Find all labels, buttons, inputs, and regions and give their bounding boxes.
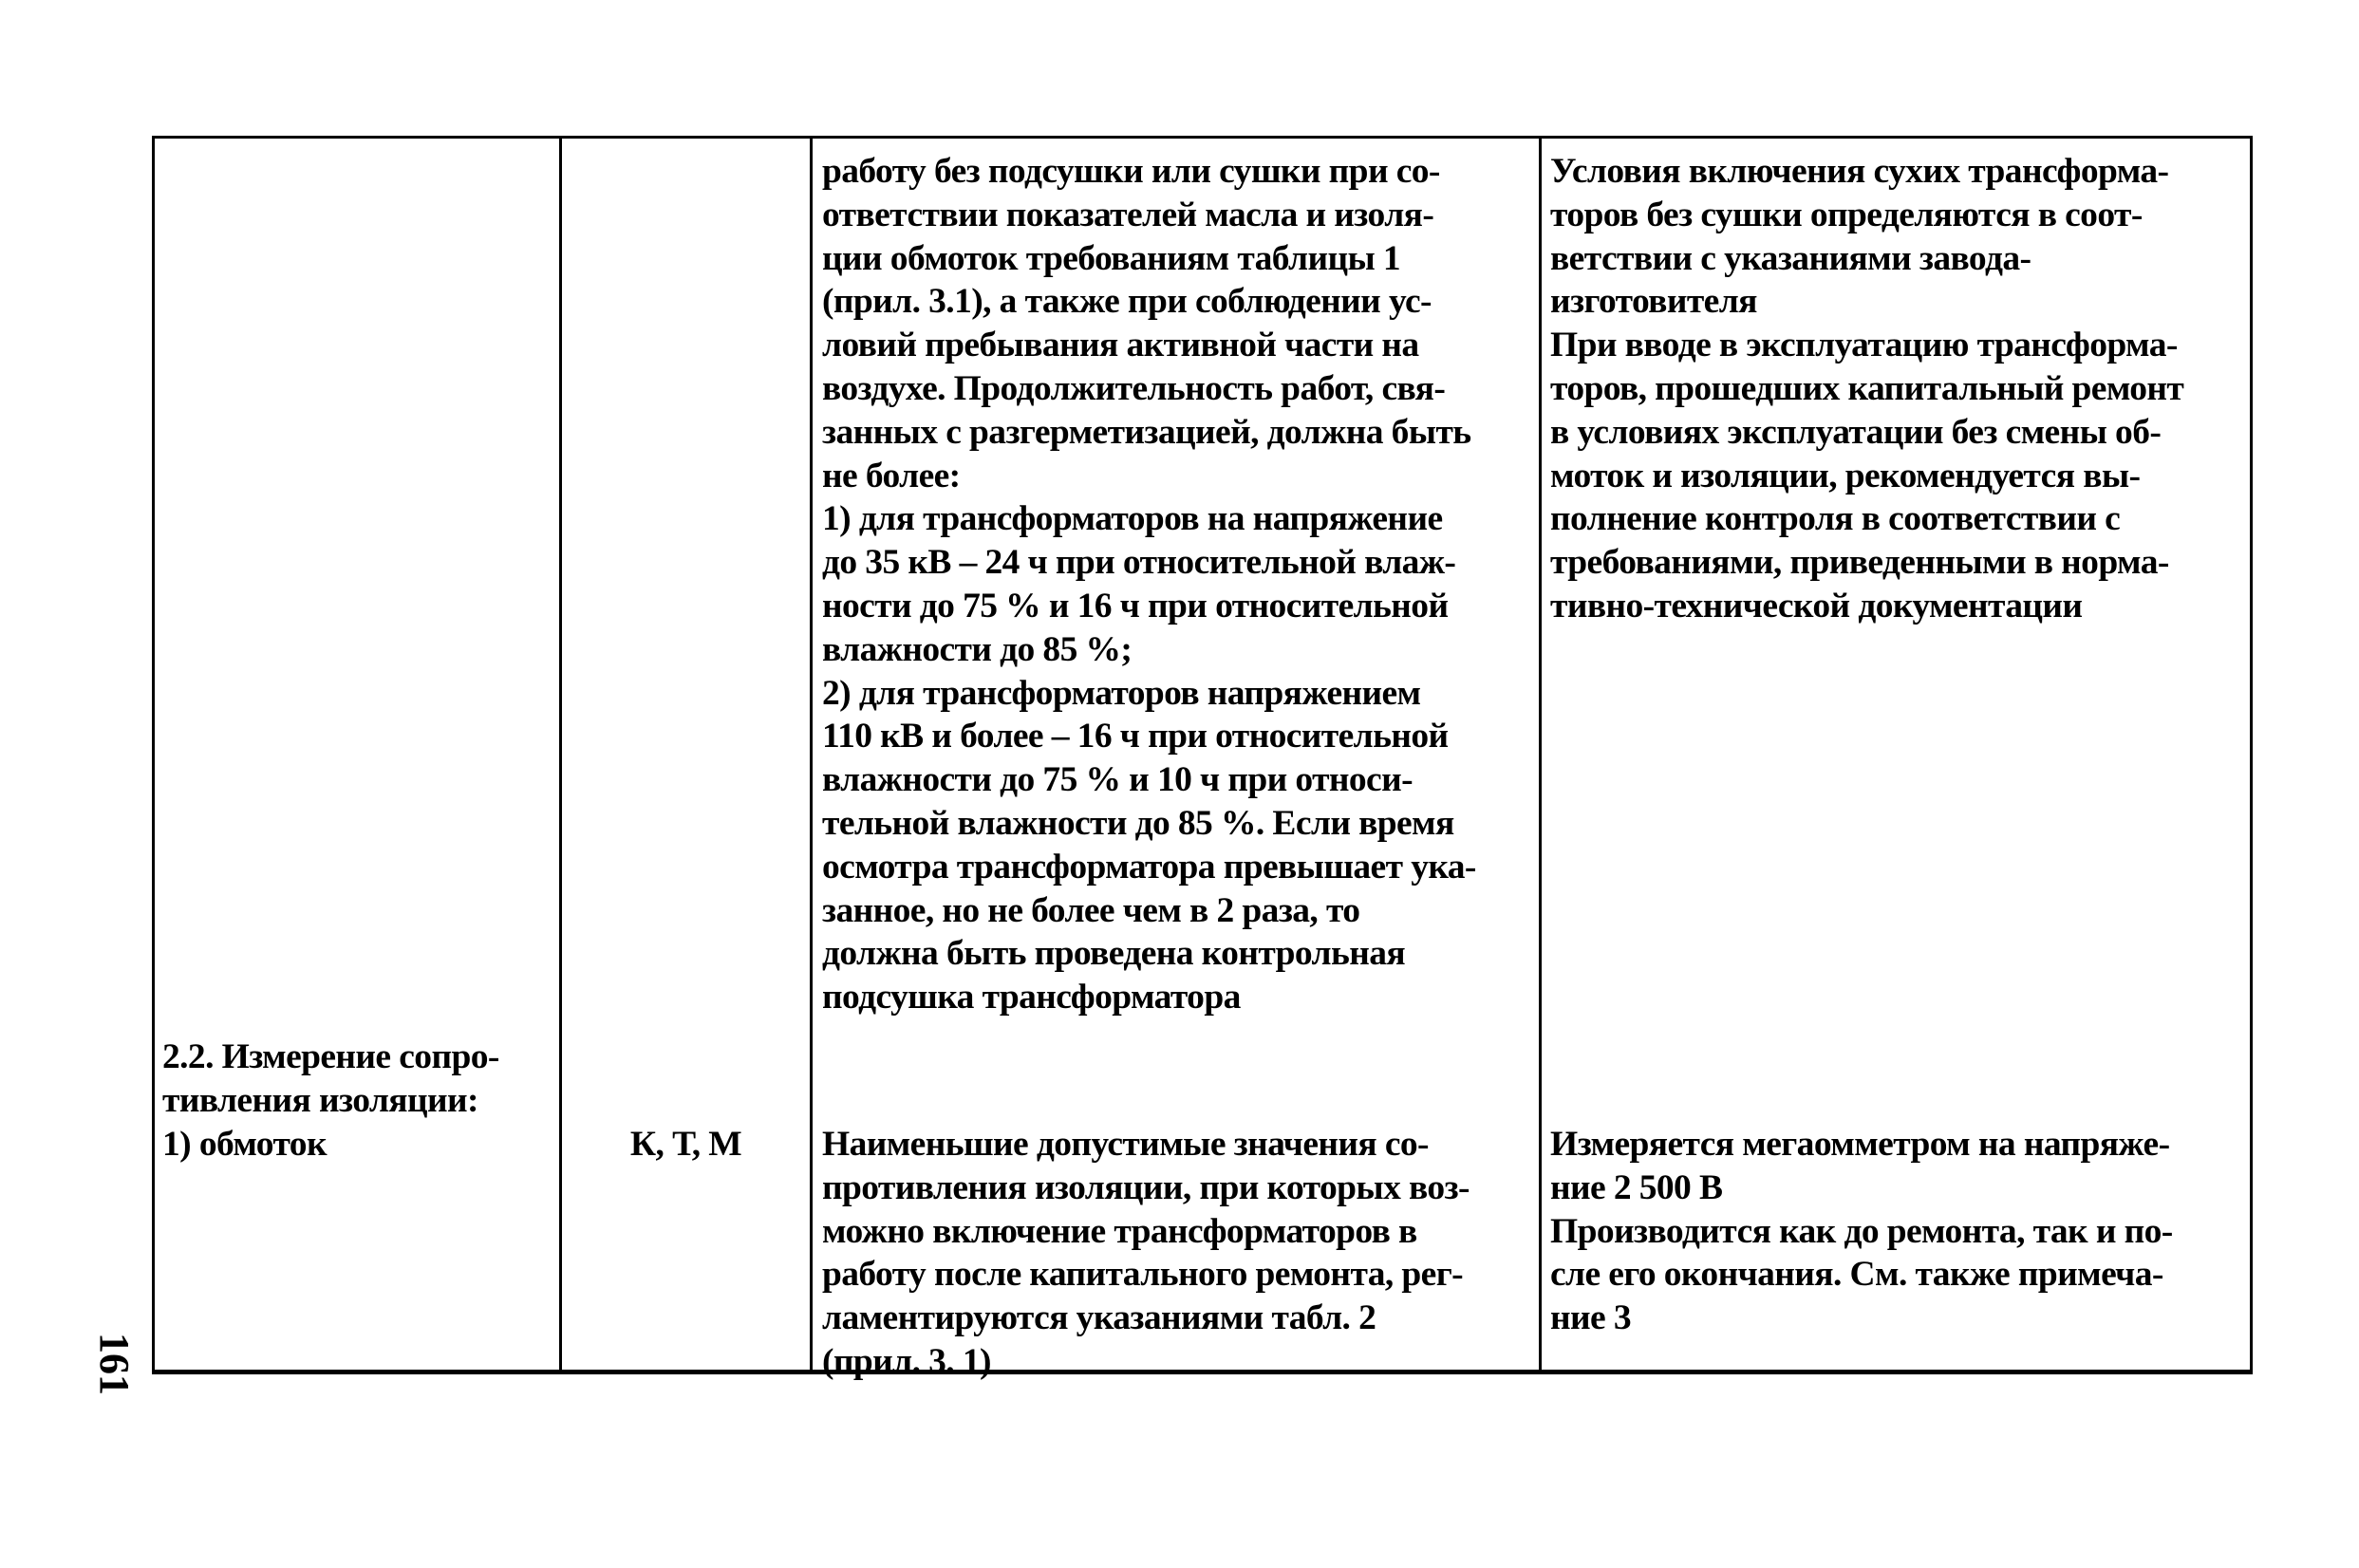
page-number: 161 (91, 1333, 138, 1395)
item-2-2-name-cell: 2.2. Измерение сопро- тивления изоляции: 1) обмоток (162, 1037, 499, 1164)
column-divider (1539, 139, 1542, 1370)
continued-notes-cell: Условия включения сухих трансформа- торов без сушки определяются в соот- ветствии с указаниями завода- изготовителя При вводе в эксплуатацию трансформа- торов, прошедших капитальный ремонт в условиях эксплуатации без смены об- моток и изоляции, рекомендуется вы- полнение контроля в соответствии с требованиями, приведенными в норма- тивно-технической документации (1550, 152, 2184, 625)
continued-requirements-cell: работу без подсушки или сушки при со- ответствии показателей масла и изоля- ции обмоток требованиям таблицы 1 (прил. 3.1), а также при соблюдении ус- ловий пребывания активной части на воздухе. Продолжительность работ, свя- занных с разгерметизацией, должна быть не более: 1) для трансформаторов на напряжение до 35 кВ – 24 ч при относительной влаж- ности до 75 % и 16 ч при относительной влажности до 85 %; 2) для трансформаторов напряжением 110 кВ и более – 16 ч при относительной влажности до 75 % и 10 ч при относи- тельной влажности до 85 %. Если время осмотра трансформатора превышает ука- занное, но не более чем в 2 раза, то должна быть проведена контрольная подсушка трансформатора (822, 152, 1476, 1017)
item-2-2-types-cell: К, Т, М (629, 1125, 742, 1164)
item-2-2-requirements-cell: Наименьшие допустимые значения со- противления изоляции, при которых воз- можно включение трансформаторов в работу после капитального ремонта, рег- ламентируются указаниями табл. 2 (прил. 3. 1) (822, 1125, 1470, 1381)
column-divider (559, 139, 562, 1370)
item-2-2-notes-cell: Измеряется мегаомметром на напряже- ние 2 500 В Производится как до ремонта, так и по- сле его окончания. См. также примеча- ние 3 (1550, 1125, 2173, 1338)
requirements-table (152, 136, 2253, 1381)
column-divider (810, 139, 813, 1370)
